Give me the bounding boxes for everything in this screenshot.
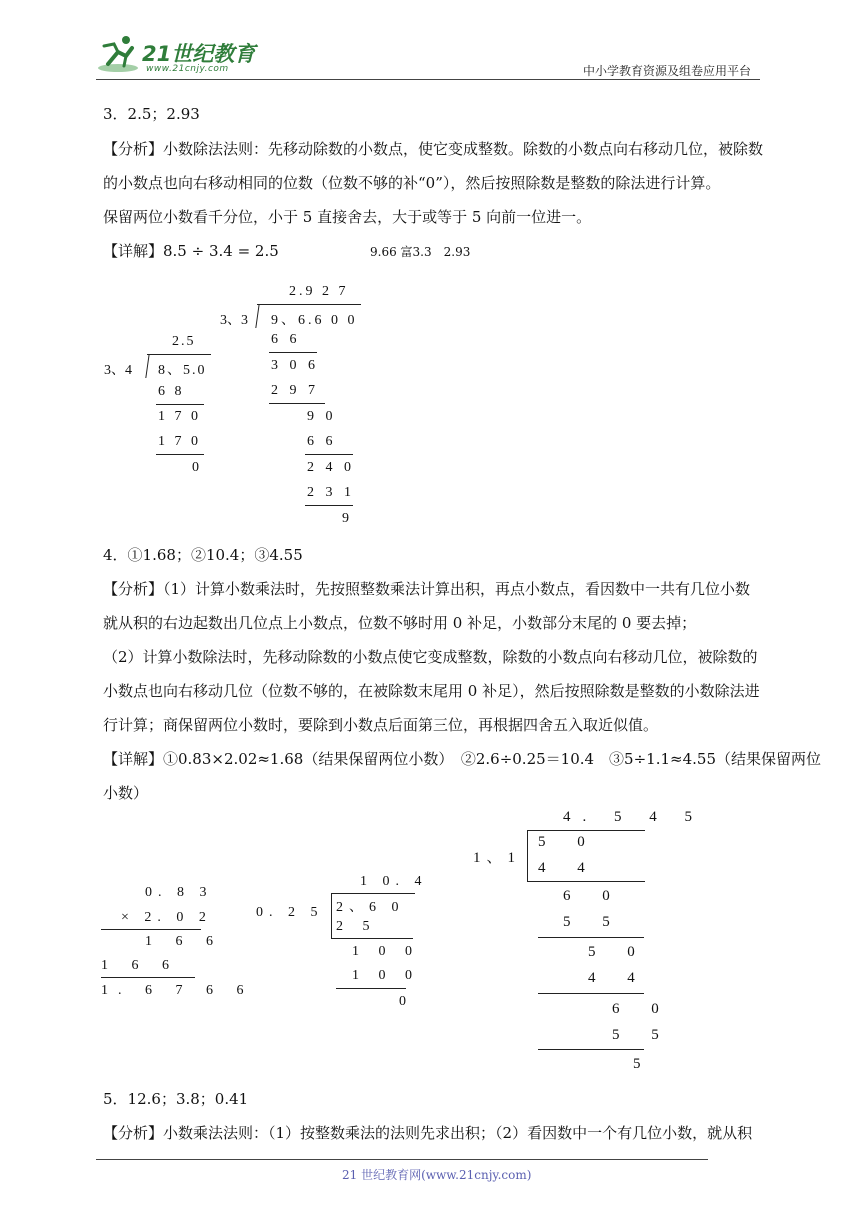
logo-text: 21世纪教育 <box>142 42 256 66</box>
footer-text: 21 世纪教育网(www.21cnjy.com) <box>342 1168 532 1182</box>
div4-line-2 <box>538 937 644 938</box>
div1-line-2 <box>156 454 204 455</box>
div2-line-4 <box>305 505 353 506</box>
q4-analysis-line-4: 小数点也向右移动几位（位数不够的，在被除数末尾用 0 补足），然后按照除数是整数的小数除法进 <box>103 682 760 700</box>
q3-analysis-line-3: 保留两位小数看千分位，小于 5 直接舍去，大于或等于 5 向前一位进一。 <box>103 208 592 226</box>
div3-step-2: 1 0 0 <box>352 944 420 959</box>
div1-step-2: 1 7 0 <box>158 409 201 424</box>
div2-step-8: 9 <box>342 511 349 526</box>
div4-step-7: 5 5 <box>612 1027 673 1043</box>
q4-detail-line-2: 小数） <box>103 784 149 802</box>
q4-analysis-line-5: 行计算；商保留两位小数时，要除到小数点后面第三位，再根据四舍五入取近似值。 <box>103 716 659 734</box>
div3-top-line <box>331 893 415 894</box>
logo-subtext: www.21cnjy.com <box>146 64 229 74</box>
div2-step-3: 2 9 7 <box>271 383 319 398</box>
div4-step-1: 4 4 <box>538 860 599 876</box>
div1-top-line <box>147 354 211 355</box>
div4-step-3: 5 5 <box>563 914 624 930</box>
div1-line-1 <box>156 404 204 405</box>
q5-analysis-line-1: 【分析】小数乘法法则：（1）按整数乘法的法则先求出积；（2）看因数中一个有几位小数，就从积 <box>103 1124 753 1142</box>
footer-divider <box>96 1159 708 1160</box>
div1-step-3: 1 7 0 <box>158 434 201 449</box>
mul-line-1 <box>101 929 201 930</box>
div2-quotient: 2.9 2 7 <box>289 284 349 299</box>
header-platform-text: 中小学教育资源及组卷应用平台 <box>583 64 752 78</box>
runner-logo-icon <box>96 34 140 74</box>
div2-step-6: 2 4 0 <box>307 460 355 475</box>
div1-dividend: 8、5.0 <box>158 363 207 378</box>
q4-answer: 4．①1.68；②10.4；③4.55 <box>103 546 303 564</box>
q3-detail-line-1: 【详解】8.5 ÷ 3.4 = 2.5 <box>103 242 279 260</box>
div4-dividend: 5 0 <box>538 834 599 850</box>
div3-line-2 <box>336 988 406 989</box>
div3-dividend: 2、6 0 <box>336 900 405 915</box>
q3-detail-line-2: 9.66 富3.3 2.93 <box>370 245 471 259</box>
header-divider <box>96 79 760 80</box>
q4-detail-line-1: 【详解】①0.83×2.02≈1.68（结果保留两位小数） ②2.6÷0.25＝10.4 ③5÷1.1≈4.55（结果保留两位 <box>103 750 821 768</box>
div4-step-5: 4 4 <box>588 970 649 986</box>
div1-divisor: 3、4 <box>104 363 132 378</box>
div4-line-4 <box>538 1049 644 1050</box>
div2-divisor: 3、3 <box>220 313 248 328</box>
div3-bracket <box>331 893 332 939</box>
q4-analysis-line-2: 就从积的右边起数出几位点上小数点，位数不够时用 0 补足，小数部分末尾的 0 要去掉； <box>103 614 697 632</box>
div3-step-3: 1 0 0 <box>352 968 420 983</box>
div2-line-1 <box>269 352 317 353</box>
div4-line-1 <box>527 881 645 882</box>
div2-step-4: 9 0 <box>307 409 337 424</box>
div2-dividend: 9、6.6 0 0 <box>271 313 358 328</box>
div4-top-line <box>527 830 645 831</box>
div2-step-5: 6 6 <box>307 434 337 449</box>
div2-step-1: 6 6 <box>271 332 301 347</box>
div4-quotient: 4. 5 4 5 <box>563 809 704 825</box>
div2-step-2: 3 0 6 <box>271 358 319 373</box>
mul-factor-a: 0. 8 3 <box>145 885 213 900</box>
q3-analysis-line-1: 【分析】小数除法法则：先移动除数的小数点，使它变成整数。除数的小数点向右移动几位，被除数 <box>103 140 764 158</box>
div2-line-3 <box>305 454 353 455</box>
div4-step-6: 6 0 <box>612 1001 673 1017</box>
div3-step-4: 0 <box>399 994 406 1009</box>
div3-quotient: 1 0. 4 <box>360 874 428 889</box>
div2-step-7: 2 3 1 <box>307 485 355 500</box>
div2-bracket <box>255 304 259 328</box>
div3-line-1 <box>331 938 413 939</box>
div2-line-2 <box>269 403 325 404</box>
div4-step-8: 5 <box>633 1056 641 1072</box>
div4-bracket <box>527 830 528 882</box>
div3-step-1: 2 5 <box>336 919 378 934</box>
logo <box>96 34 256 78</box>
q5-answer: 5．12.6；3.8；0.41 <box>103 1090 249 1108</box>
div1-step-1: 6 8 <box>158 384 185 399</box>
mul-line-2 <box>101 977 195 978</box>
div2-top-line <box>257 304 361 305</box>
q4-analysis-line-1: 【分析】（1）计算小数乘法时，先按照整数乘法计算出积，再点小数点，看因数中一共有几位小数 <box>103 580 751 598</box>
div4-line-3 <box>538 993 644 994</box>
mul-result: 1. 6 7 6 6 <box>101 983 254 998</box>
div1-quotient: 2.5 <box>172 334 196 349</box>
div1-bracket <box>145 354 149 378</box>
q3-answer: 3．2.5；2.93 <box>103 105 200 123</box>
div1-step-4: 0 <box>192 460 199 475</box>
div4-divisor: 1、1 <box>473 850 522 866</box>
div3-divisor: 0. 2 5 <box>256 905 324 920</box>
q4-analysis-line-3: （2）计算小数除法时，先移动除数的小数点使它变成整数，除数的小数点向右移动几位，被除数的 <box>103 648 758 666</box>
mul-partial-2: 1 6 6 <box>101 958 179 973</box>
mul-factor-b: × 2. 0 2 <box>121 910 212 925</box>
mul-partial-1: 1 6 6 <box>145 934 223 949</box>
div4-step-2: 6 0 <box>563 888 624 904</box>
div4-step-4: 5 0 <box>588 944 649 960</box>
q3-analysis-line-2: 的小数点也向右移动相同的位数（位数不够的补“0”），然后按照除数是整数的除法进行计算。 <box>103 174 721 192</box>
